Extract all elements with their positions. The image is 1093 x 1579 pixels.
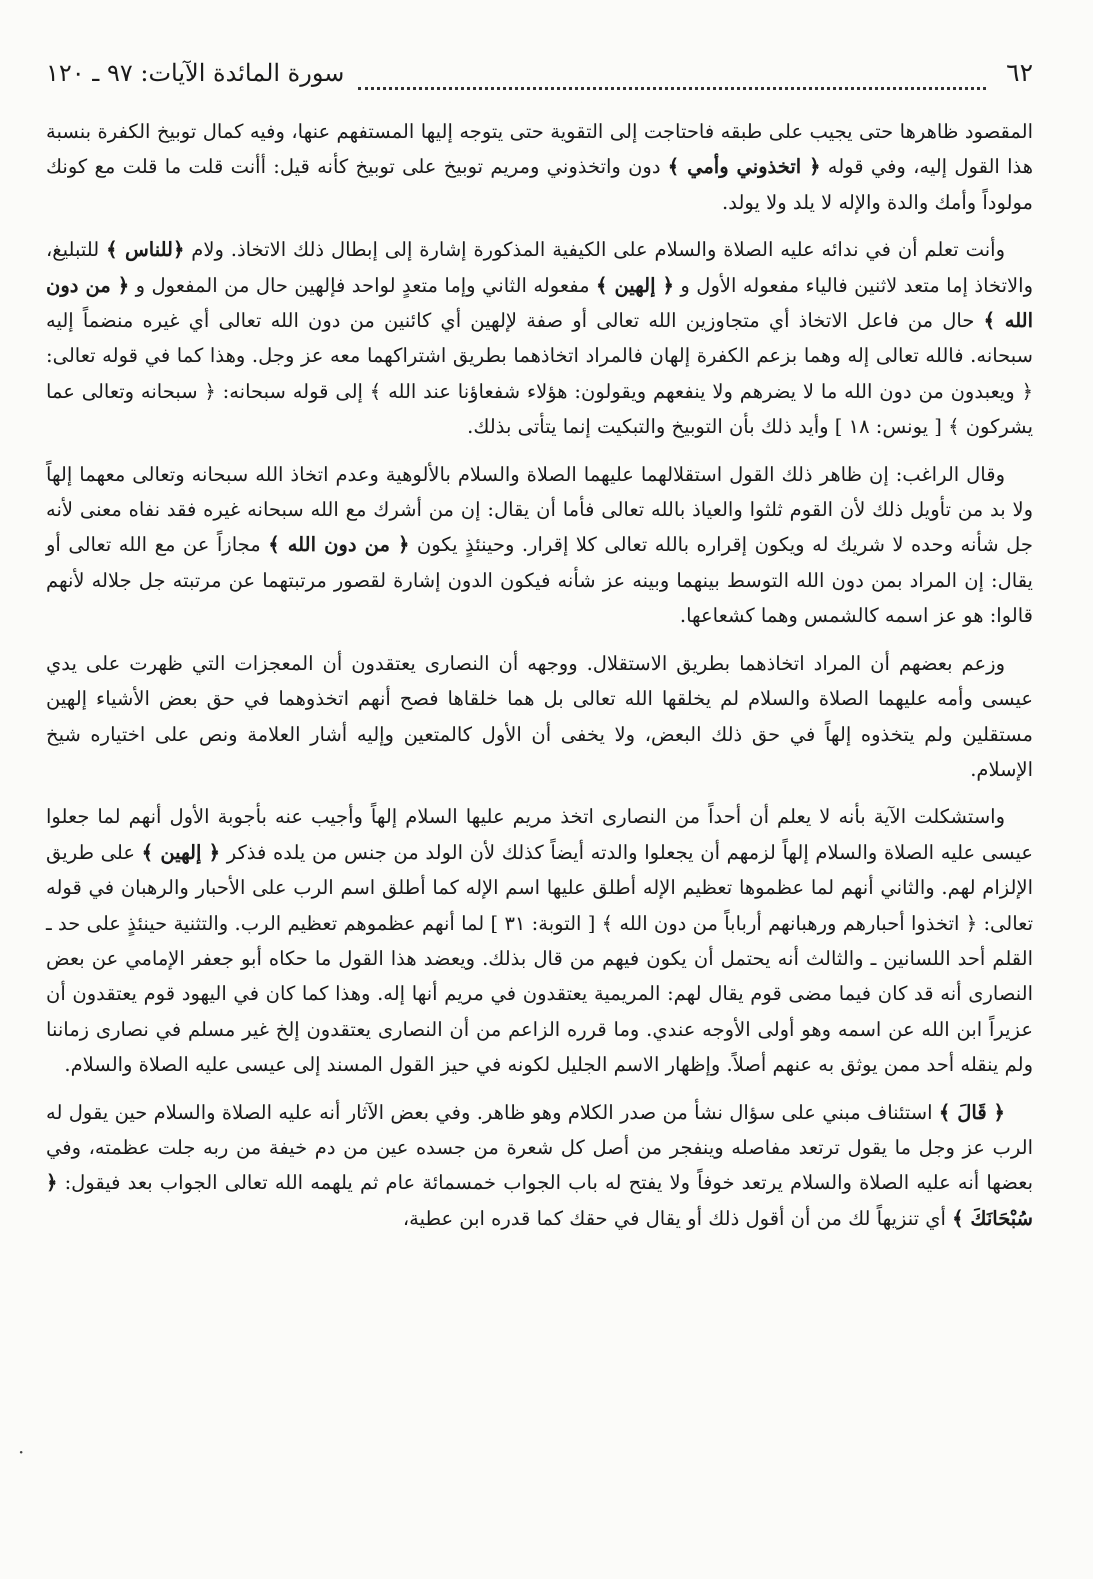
text-run: أي تنزيهاً لك من أن أقول ذلك أو يقال في حقك كما قدره ابن عطية،: [402, 1206, 953, 1230]
paragraph: [46, 646, 1033, 788]
text-run: على طريق الإلزام لهم. والثاني أنهم لما عظموها تعظيم الإله أطلق عليها اسم الإله كما أطلق اسم الرب على الأحبار والرهبان في قوله تعالى: ﴿ اتخذوا أحبارهم ورهبانهم أرباباً من دون الله ﴾ [ التوبة: ٣١ ] لما أنهم عظموهم تعظيم الرب. والتثنية حينئذٍ على حد ـ القلم أحد اللسانين ـ والثالث أنه يحتمل أن يكون فيهم من قال بذلك. ويعضد هذا القول ما حكاه أبو جعفر الإمامي عن بعض النصارى أنه قد كان فيما مضى قوم يقال لهم: المريمية يعتقدون في مريم أنها إله. وهذا كما كان في اليهود قوم يعتقدون أن عزيراً ابن الله عن اسمه وهو أولى الأوجه عندي. وما قرره الزاعم من أن النصارى يعتقدون إلخ غير مسلم في نصارى زماننا ولم ينقله أحد ممن يوثق به عنهم أصلاً. وإظهار الاسم الجليل لكونه في حيز القول المسند إلى عيسى عليه الصلاة والسلام.: [46, 840, 1034, 1077]
text-run: للتبليغ، والاتخاذ إما متعد لاثنين فالياء مفعوله الأول و: [46, 238, 1033, 297]
margin-marks: ·: [18, 1440, 25, 1464]
text-run: ﴿ ويعبدون من دون الله ما لا يضرهم ولا ينفعهم ويقولون: هؤلاء شفعاؤنا عند الله ﴾: [369, 379, 1033, 403]
page-body: [46, 114, 1033, 1236]
page-header: [46, 58, 1033, 98]
text-run: وقال الراغب: إن ظاهر ذلك القول استقلالهما عليهما الصلاة والسلام بالألوهية وعدم اتخاذ الله سبحانه وتعالى معهما إلهاً ولا بد من تأويل ذلك لأن القوم ثلثوا والعياذ بالله تعالى فأما أن يقال: إن من أشرك مع الله سبحانه غيره فقد نفاه معنى لأنه جل شأنه وحده لا شريك له ويكون إقراره بالله تعالى كلا إقرار. وحينئذٍ يكون: [46, 462, 1033, 557]
quranic-phrase: ﴿ إلهين ﴾: [595, 273, 674, 297]
leader-dots: [358, 86, 986, 90]
quranic-phrase: ﴿ قَالَ ﴾: [938, 1100, 1005, 1124]
quranic-phrase: ﴿ من دون الله ﴾: [268, 533, 410, 557]
quranic-phrase: ﴿ من دون الله ﴾: [46, 273, 1034, 333]
text-run: استئناف مبني على سؤال نشأ من صدر الكلام وهو ظاهر. وفي بعض الآثار أنه عليه الصلاة والسلام حين يقول له الرب عز وجل ما يقول ترتعد مفاصله وينفجر من أصل كل شعرة من جسده عين من دم خيفة من ربه جلت عظمته، وفي بعضها أنه عليه الصلاة والسلام يرتعد خوفاً ولا يفتح له باب الجواب خمسمائة عام ثم يلهمه الله تعالى الجواب بعد فيقول:: [46, 1100, 1033, 1195]
text-run: إلى قوله سبحانه: ﴿ سبحانه وتعالى عما يشركون ﴾ [ يونس: ١٨ ] وأيد ذلك بأن التوبيخ والتبكيت إنما يتأتى بذلك.: [46, 379, 1033, 439]
quranic-phrase: ﴿ اتخذوني وأمي ﴾: [667, 155, 821, 179]
running-title: سورة المائدة الآيات: ٩٧ ـ ١٢٠: [46, 59, 345, 87]
text-run: حال من فاعل الاتخاذ أي متجاوزين الله تعالى أو صفة لإلهين أي كائنين من دون الله تعالى أي غيره منضماً إليه سبحانه. فالله تعالى إله وهما بزعم الكفرة إلهان فالمراد اتخاذهما بطريق اشتراكهما معه عز وجل. وهذا كما في قوله تعالى:: [46, 309, 1033, 368]
paragraph: [46, 1095, 1033, 1237]
text-run: وزعم بعضهم أن المراد اتخاذهما بطريق الاستقلال. ووجهه أن النصارى يعتقدون أن المعجزات التي ظهرت على يدي عيسى وأمه عليهما الصلاة والسلام لم يخلقها الله تعالى بل هما خلقاها فصح أنهم اتخذوهما في حق بعض الأشياء إلهين مستقلين ولم يتخذوه إلهاً في حق ذلك البعض، ولا يخفى أن الأول كالمتعين وإليه أشار العلامة ونص على اختياره شيخ الإسلام.: [46, 651, 1033, 781]
text-run: مفعوله الثاني وإما متعدٍ لواحد فإلهين حال من المفعول و: [129, 273, 596, 297]
text-run: مجازاً عن مع الله تعالى أو يقال: إن المراد بمن دون الله التوسط بينهما وبينه عز شأنه فيكون الدون إشارة لقصور مرتبتهما عن مرتبته جل جلاله لأنهم قالوا: هو عز اسمه كالشمس وهما كشعاعها.: [46, 533, 1033, 628]
text-run: دون واتخذوني ومريم توبيخ على توبيخ كأنه قيل: أأنت قلت ما قلت مع كونك مولوداً وأمك والدة والإله لا يلد ولا يولد.: [46, 155, 1033, 214]
paragraph: [46, 457, 1033, 634]
page-number: ٦٢: [1006, 58, 1033, 87]
text-run: واستشكلت الآية بأنه لا يعلم أن أحداً من النصارى اتخذ مريم عليها السلام إلهاً وأجيب عنه بأجوبة الأول أنهم لما جعلوا عيسى عليه الصلاة والسلام إلهاً لزمهم أن يجعلوا والدته أيضاً كذلك لأن الولد من جنس من يلده فذكر: [46, 805, 1033, 864]
quranic-phrase: ﴿للناس ﴾: [106, 238, 185, 262]
paragraph: [46, 799, 1033, 1082]
text-run: وأنت تعلم أن في ندائه عليه الصلاة والسلام على الكيفية المذكورة إشارة إلى إبطال ذلك الاتخاذ. ولام: [184, 238, 1005, 262]
text-run: المقصود ظاهرها حتى يجيب على طبقه فاحتاجت إلى التقوية حتى يتوجه إليها المستفهم عنها، وفيه كمال توبيخ الكفرة بنسبة هذا القول إليه، وفي قوله: [46, 120, 1034, 179]
quranic-phrase: ﴿ سُبْحَانَكَ ﴾: [46, 1171, 1033, 1230]
paragraph: [46, 114, 1033, 220]
paragraph: [46, 232, 1033, 444]
quranic-phrase: ﴿ إلهين ﴾: [141, 840, 221, 864]
